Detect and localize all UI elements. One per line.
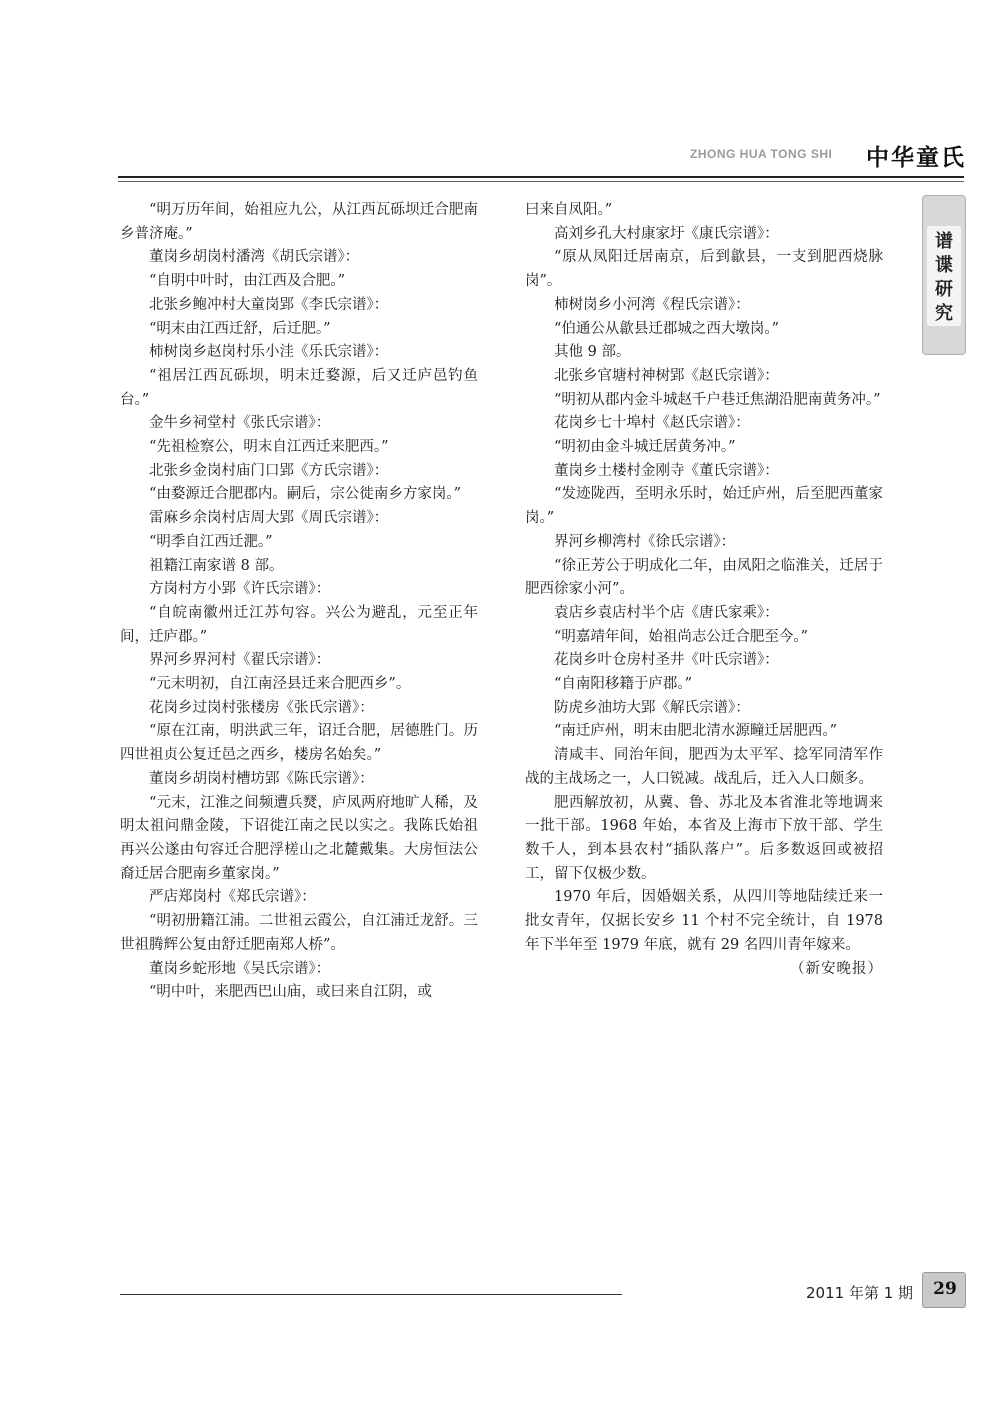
paragraph: “徐正芳公于明成化二年，由凤阳之临淮关，迁居于肥西徐家小河”。: [525, 557, 883, 598]
paragraph: “明初由金斗城迁居黄务冲。”: [554, 439, 736, 456]
paragraph: 金牛乡祠堂村《张氏宗谱》：: [149, 415, 331, 432]
paragraph: 严店郑岗村《郑氏宗谱》：: [149, 889, 316, 906]
paragraph: 曰来自凤阳。”: [525, 202, 613, 218]
paragraph: “先祖检察公，明末自江西迁来肥西。”: [149, 439, 389, 456]
paragraph: 花岗乡叶仓房村圣井《叶氏宗谱》：: [554, 652, 779, 669]
paragraph: 界河乡柳湾村《徐氏宗谱》：: [554, 533, 736, 550]
paragraph: “发迹陇西，至明永乐时，始迁庐州，后至肥西董家岗。”: [525, 486, 883, 527]
page-header: [0, 0, 1000, 190]
section-tab: [922, 195, 966, 355]
paragraph: 董岗乡土楼村金刚寺《董氏宗谱》：: [554, 462, 779, 479]
paragraph: “明初从郡内金斗城赵千户巷迁焦湖沿肥南黄务冲。”: [554, 391, 881, 408]
paragraph: 雷麻乡余岗村店周大郢《周氏宗谱》：: [149, 510, 389, 527]
paragraph: 高刘乡孔大村康家圩《康氏宗谱》：: [554, 225, 779, 242]
journal-title-en: ZHONG HUA TONG SHI: [690, 147, 833, 161]
paragraph: “原从凤阳迁居南京，后到歙县，一支到肥西烧脉岗”。: [525, 249, 883, 290]
paragraph: “自明中叶时，由江西及合肥。”: [149, 273, 346, 290]
paragraph: 1970 年后，因婚姻关系，从四川等地陆续迁来一批女青年，仅据长安乡 11 个村不完全统计，自 1978 年下半年至 1979 年底，就有 29 名四川青年嫁来。: [525, 889, 883, 953]
left-column: [120, 199, 478, 1005]
paragraph: 北张乡金岗村庙门口郢《方氏宗谱》：: [149, 462, 389, 479]
paragraph: “祖居江西瓦砾坝，明末迁婺源，后又迁庐邑钓鱼台。”: [120, 367, 478, 408]
paragraph: “明嘉靖年间，始祖尚志公迁合肥至今。”: [554, 628, 809, 645]
section-tab-char: 谱: [935, 231, 953, 252]
section-tab-char: 研: [935, 279, 953, 300]
paragraph: 花岗乡七十埠村《赵氏宗谱》：: [554, 415, 750, 432]
paragraph: 界河乡界河村《翟氏宗谱》：: [149, 652, 331, 669]
paragraph: “元末，江淮之间频遭兵燹，庐凤两府地旷人稀，及明太祖问鼎金陵，下诏徙江南之民以实之。我陈氏始祖再兴公遂由句容迁合肥浮槎山之北麓戴集。大房恒法公裔迁居合肥南乡董家岗。”: [120, 794, 478, 882]
section-tab-char: 谍: [935, 255, 953, 276]
paragraph: 袁店乡袁店村半个店《唐氏家乘》：: [554, 604, 779, 621]
paragraph: “元末明初，自江南泾县迁来合肥西乡”。: [149, 676, 411, 693]
section-tab-label: [927, 230, 961, 326]
paragraph: “明万历年间，始祖应九公，从江西瓦砾坝迁合肥南乡普济庵。”: [120, 202, 478, 242]
paragraph: 清咸丰、同治年间，肥西为太平军、捻军同清军作战的主战场之一，人口锐减。战乱后，迁入人口颇多。: [525, 747, 883, 787]
section-tab-char: 究: [935, 303, 953, 324]
paragraph: 方岗村方小郢《许氏宗谱》：: [149, 581, 331, 598]
paragraph: 董岗乡蛇形地《吴氏宗谱》：: [149, 960, 331, 977]
paragraph: “明中叶，来肥西巴山庙，或曰来自江阴，或: [149, 984, 432, 1001]
paragraph: 北张乡鲍冲村大童岗郢《李氏宗谱》：: [149, 296, 389, 313]
paragraph: “自南阳移籍于庐郡。”: [554, 676, 693, 693]
paragraph: 柿树岗乡小河湾《程氏宗谱》：: [554, 296, 750, 313]
header-rule-thin: [118, 181, 964, 182]
issue-label: 2011 年第 1 期: [806, 1284, 914, 1302]
paragraph: “明季自江西迁淝。”: [149, 533, 273, 550]
paragraph: 防虎乡油坊大郢《解氏宗谱》：: [554, 699, 750, 716]
paragraph: 花岗乡过岗村张楼房《张氏宗谱》：: [149, 699, 374, 716]
page-number-badge: [922, 1272, 966, 1308]
paragraph: “伯通公从歙县迁郡城之西大墩岗。”: [554, 320, 780, 337]
paragraph: “明末由江西迁舒，后迁肥。”: [149, 320, 331, 337]
right-column: [525, 199, 883, 981]
journal-title-cn: 中华童氏: [866, 145, 966, 171]
paragraph: “明初册籍江浦。二世祖云霞公，自江浦迁龙舒。三世祖腾辉公复由舒迁肥南郑人桥”。: [120, 913, 478, 953]
paragraph: 祖籍江南家谱 8 部。: [149, 557, 284, 574]
page-number: 29: [933, 1279, 957, 1299]
paragraph: 柿树岗乡赵岗村乐小洼《乐氏宗谱》：: [149, 344, 389, 361]
paragraph: “南迁庐州，明末由肥北清水源疃迁居肥西。”: [554, 723, 838, 740]
paragraph: 肥西解放初，从冀、鲁、苏北及本省淮北等地调来一批干部。1968 年始，本省及上海市下放干部、学生数千人，到本县农村“插队落户”。后多数返回或被招工，留下仅极少数。: [525, 794, 883, 882]
paragraph: “自皖南徽州迁江苏句容。兴公为避乱，元至正年间，迁庐郡。”: [120, 604, 478, 645]
paragraph: 其他 9 部。: [554, 344, 631, 361]
paragraph: 董岗乡胡岗村槽坊郢《陈氏宗谱》：: [149, 770, 374, 787]
paragraph: “原在江南，明洪武三年，诏迁合肥，居德胜门。历四世祖贞公复迁邑之西乡，楼房名始矣。”: [120, 723, 478, 764]
source-note: （新安晚报）: [790, 960, 883, 977]
paragraph: 董岗乡胡岗村潘湾《胡氏宗谱》：: [149, 249, 360, 266]
paragraph: 北张乡官塘村神树郢《赵氏宗谱》：: [554, 367, 779, 384]
footer-rule: [120, 1294, 622, 1295]
paragraph: “由婺源迁合肥郡内。嗣后，宗公徙南乡方家岗。”: [149, 486, 462, 503]
header-rule: [118, 176, 964, 178]
